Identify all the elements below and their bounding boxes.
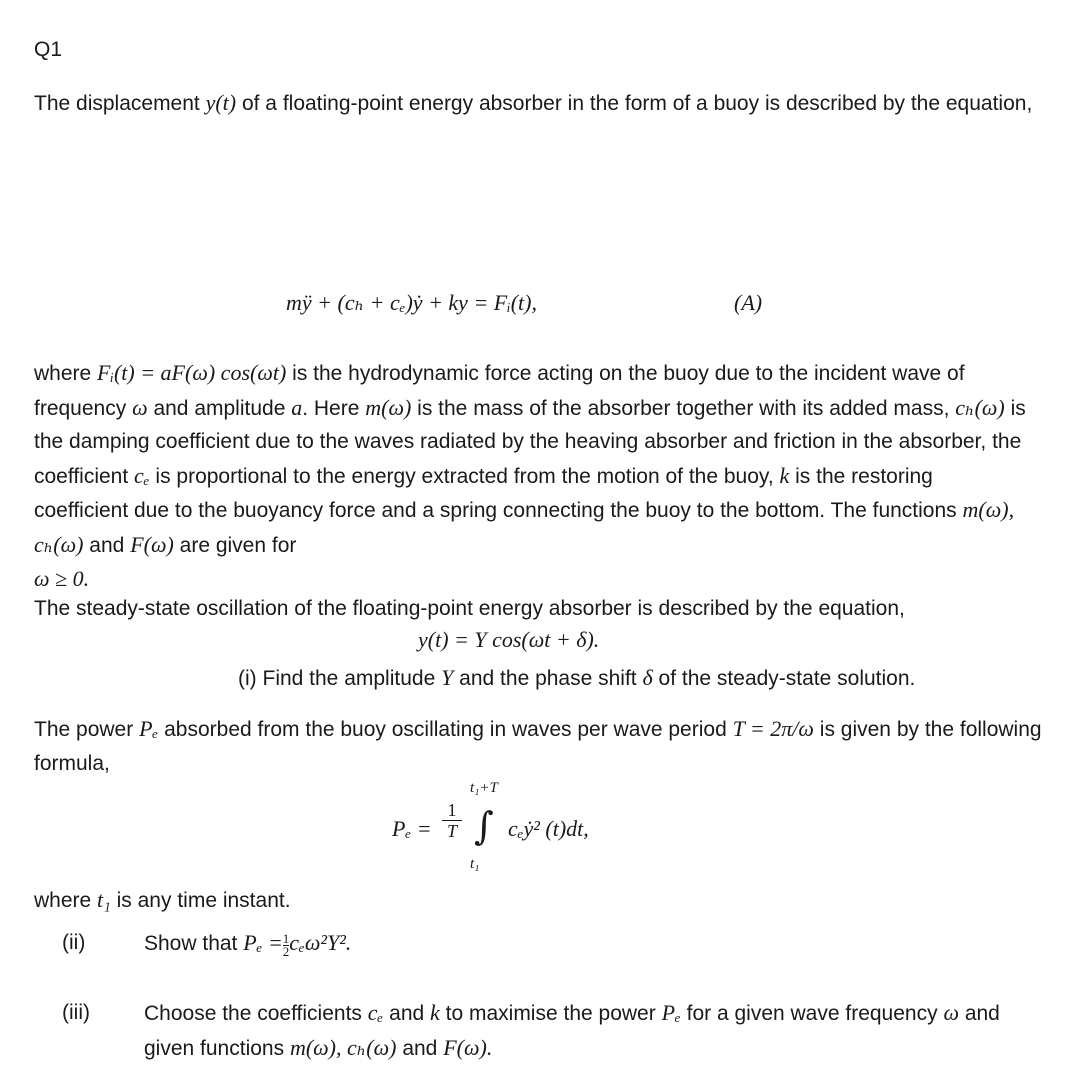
given-functions: m(ω), cₕ(ω) <box>34 497 1015 557</box>
text: where <box>34 362 98 385</box>
integrand: cₑẏ² (t)dt, <box>508 816 589 841</box>
omega-symbol: ω <box>132 394 148 420</box>
power-symbol: Pₑ <box>139 716 159 741</box>
text: is given by the following formula, <box>34 718 1042 775</box>
omega-symbol: ω <box>943 1000 959 1025</box>
text: . Here <box>302 396 366 420</box>
integral-lower-limit: t₁ <box>470 856 480 872</box>
text: is any time instant. <box>110 889 291 912</box>
fraction-denominator: T <box>442 820 462 841</box>
text: and <box>83 533 131 557</box>
power-rhs: cₑω²Y². <box>289 930 352 955</box>
text: is proportional to the energy extracted from the motion of the buoy, <box>149 464 780 488</box>
text: is the hydrodynamic force acting on the buoy due to the incident wave of frequency <box>34 362 965 420</box>
power-lhs: Pₑ = <box>243 930 283 955</box>
text: The power <box>34 718 140 741</box>
text: are given for <box>173 533 297 557</box>
formula-fraction <box>442 800 462 841</box>
text: absorbed from the buoy oscillating in waves per wave period <box>158 718 733 741</box>
k-symbol: k <box>779 462 790 488</box>
omega-condition: ω ≥ 0. <box>34 566 90 591</box>
period-definition: T = 2π/ω <box>732 716 814 741</box>
fraction-numerator: 1 <box>447 800 457 820</box>
text: is the mass of the absorber together with its added mass, <box>411 396 956 420</box>
text: and <box>383 1002 431 1025</box>
item-iii-text <box>144 996 1024 1065</box>
intro-text-1: The displacement <box>34 92 206 115</box>
formula-lhs: Pₑ = <box>392 816 432 841</box>
t1-symbol: t₁ <box>97 887 111 912</box>
given-functions: m(ω), cₕ(ω) <box>289 1034 397 1060</box>
phase-delta: δ <box>642 665 653 690</box>
where-t1-line <box>34 883 291 918</box>
text: Choose the coefficients <box>144 1002 368 1025</box>
item-iii-number: (iii) <box>62 1001 90 1024</box>
force-function: F(ω) <box>130 531 174 557</box>
power-formula <box>392 780 692 880</box>
k-symbol: k <box>430 1000 440 1025</box>
text: is the restoring coefficient due to the buoyancy force and a spring connecting the buoy to the bottom. The functions <box>34 464 963 522</box>
half-numerator: 1 <box>282 931 290 946</box>
intro-paragraph <box>34 86 1044 121</box>
integral-sign: ∫ <box>474 804 494 848</box>
incident-force-definition: Fᵢ(t) = aF(ω) cos(ωt) <box>97 360 287 385</box>
text: of the steady-state solution. <box>652 667 916 690</box>
equation-a-label: (A) <box>734 290 763 315</box>
text: and given functions <box>144 1002 1000 1060</box>
steady-state-intro: The steady-state oscillation of the floating-point energy absorber is described by the equation, <box>34 597 905 620</box>
ce-symbol: cₑ <box>367 1000 384 1025</box>
steady-state-equation: y(t) = Y cos(ωt + δ). <box>418 627 600 652</box>
text: is the damping coefficient due to the waves radiated by the heaving absorber and friction in the absorber, the coefficient <box>34 396 1026 488</box>
equation-a: mÿ + (cₕ + cₑ)ẏ + ky = Fᵢ(t), <box>286 290 537 315</box>
half-denominator: 2 <box>282 944 290 959</box>
question-heading: Q1 <box>34 38 63 61</box>
force-function: F(ω). <box>443 1034 493 1060</box>
amplitude-symbol: a <box>291 394 303 420</box>
ce-symbol: cₑ <box>134 462 150 488</box>
power-symbol: Pₑ <box>661 1000 681 1025</box>
text: to maximise the power <box>439 1002 662 1025</box>
intro-text-2: of a floating-point energy absorber in the form of a buoy is described by the equation, <box>236 92 1033 115</box>
text: (i) Find the amplitude <box>238 667 442 690</box>
damping-function: cₕ(ω) <box>955 394 1005 420</box>
text: and the phase shift <box>453 667 643 690</box>
text: for a given wave frequency <box>680 1002 944 1025</box>
text: and <box>396 1036 444 1060</box>
mass-function: m(ω) <box>365 394 412 420</box>
y-of-t: y(t) <box>205 90 237 115</box>
text: where <box>34 889 98 912</box>
power-intro <box>34 712 1044 780</box>
task-i <box>238 661 915 696</box>
item-ii-number: (ii) <box>62 931 86 954</box>
text: and amplitude <box>147 396 292 420</box>
item-ii-text <box>144 926 351 961</box>
where-paragraph <box>34 356 1029 597</box>
amplitude-Y: Y <box>441 665 454 690</box>
integral-upper-limit: t₁+T <box>470 780 498 796</box>
text: Show that <box>144 932 244 955</box>
